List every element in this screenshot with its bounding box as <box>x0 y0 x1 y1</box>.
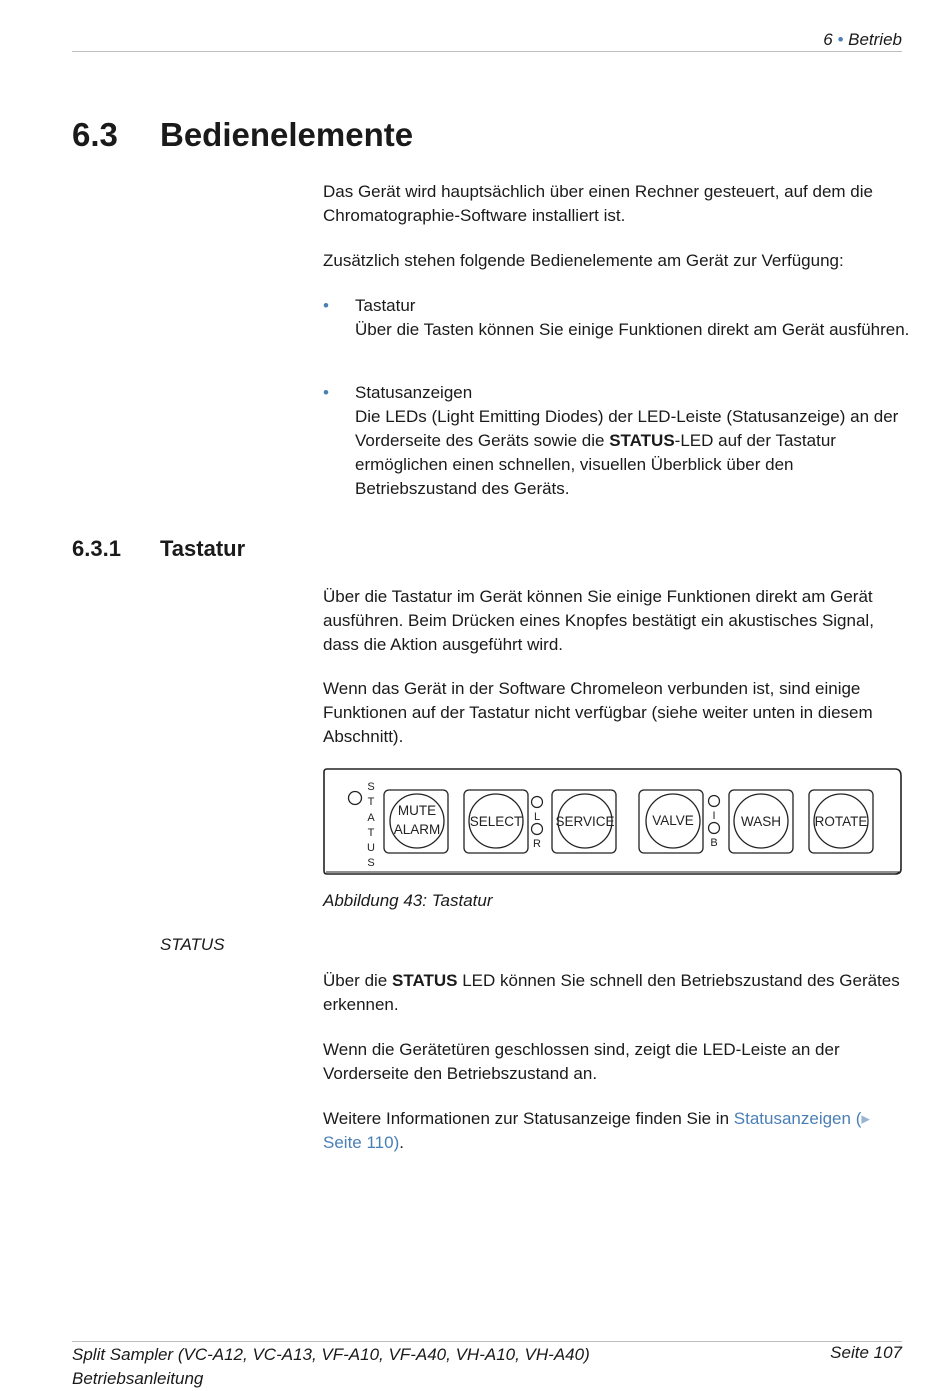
led-r-label: R <box>533 838 541 850</box>
wash-key <box>729 790 793 853</box>
section-number: 6.3 <box>72 116 118 153</box>
footer-document: Betriebsanleitung <box>72 1369 204 1388</box>
mute-label: MUTE <box>397 803 437 818</box>
tastatur-paragraph-1: Über die Tastatur im Gerät können Sie einige Funktionen direkt am Gerät ausführen. Beim Drücken eines Knopfes bestätigt ein akustisches Signal, dass die Aktion ausgeführt wird. <box>323 587 874 654</box>
status-letter: S <box>367 857 375 869</box>
footer-rule <box>72 1341 902 1342</box>
select-label: SELECT <box>469 814 523 829</box>
status-letter: T <box>367 827 375 839</box>
header-separator: • <box>837 30 844 49</box>
rotate-label: ROTATE <box>814 814 868 829</box>
led-l-icon <box>532 797 543 808</box>
bullet-icon: • <box>323 296 329 315</box>
keyboard-figure <box>323 768 903 881</box>
footer-left <box>72 1343 590 1391</box>
valve-key <box>639 790 703 853</box>
intro-paragraph: Das Gerät wird hauptsächlich über einen Rechner gesteuert, auf dem die Chromatographie-Software installiert ist. <box>323 182 873 225</box>
led-b-icon <box>709 823 720 834</box>
service-key <box>552 790 616 853</box>
status-letter: T <box>367 796 375 808</box>
section-title: Bedienelemente <box>160 116 414 153</box>
status-letter: S <box>367 781 375 793</box>
bullet-icon: • <box>323 383 329 402</box>
arrow-right-icon: ▸ <box>861 1109 870 1128</box>
service-label: SERVICE <box>555 814 615 829</box>
led-l-label: L <box>533 811 541 823</box>
chapter-number: 6 <box>823 30 833 49</box>
mute-alarm-key <box>384 790 448 853</box>
footer-page-number: Seite 107 <box>830 1343 902 1362</box>
bullet-text: Über die Tasten können Sie einige Funktionen direkt am Gerät ausführen. <box>355 320 910 339</box>
subsection-number: 6.3.1 <box>72 536 121 561</box>
led-r-icon <box>532 824 543 835</box>
status-paragraph-2: Wenn die Gerätetüren geschlossen sind, zeigt die LED-Leiste an der Vorderseite den Betriebszustand an. <box>323 1040 840 1083</box>
alarm-label: ALARM <box>393 822 441 837</box>
header-rule <box>72 51 902 52</box>
status-paragraph-3: Weitere Informationen zur Statusanzeige finden Sie in Statusanzeigen (▸ Seite 110). <box>323 1109 870 1152</box>
valve-label: VALVE <box>652 813 694 828</box>
subsection-title: Tastatur <box>160 536 246 561</box>
status-letter: A <box>367 812 375 824</box>
rotate-key <box>809 790 873 853</box>
figure-caption: Abbildung 43: Tastatur <box>323 891 493 910</box>
status-paragraph-1: Über die STATUS LED können Sie schnell den Betriebszustand des Gerätes erkennen. <box>323 971 900 1014</box>
bullet-title: Tastatur <box>355 296 416 315</box>
wash-label: WASH <box>741 814 781 829</box>
status-side-label: STATUS <box>160 935 225 954</box>
led-i-label: I <box>712 810 716 822</box>
bullet-title: Statusanzeigen <box>355 383 473 402</box>
statusanzeigen-link[interactable]: Statusanzeigen (▸ Seite 110) <box>323 1109 870 1152</box>
running-header <box>823 30 902 50</box>
footer-product: Split Sampler (VC-A12, VC-A13, VF-A10, VF-A40, VH-A10, VH-A40) <box>72 1345 590 1364</box>
status-led-icon <box>349 792 362 805</box>
chapter-title: Betrieb <box>848 30 902 49</box>
tastatur-paragraph-2: Wenn das Gerät in der Software Chromeleon verbunden ist, sind einige Funktionen auf der Tastatur nicht verfügbar (siehe weiter unten in diesem Abschnitt). <box>323 679 873 746</box>
status-letter: U <box>367 842 375 854</box>
bullet-text: Die LEDs (Light Emitting Diodes) der LED-Leiste (Statusanzeige) an der Vorderseite des Geräts sowie die STATUS-LED auf der Tastatur ermöglichen einen schnellen, visuellen Überblick über den Betriebszustand des Geräts. <box>355 407 899 498</box>
led-i-icon <box>709 796 720 807</box>
led-b-label: B <box>710 837 718 849</box>
lead-paragraph: Zusätzlich stehen folgende Bedienelemente am Gerät zur Verfügung: <box>323 251 844 270</box>
select-key <box>464 790 528 853</box>
